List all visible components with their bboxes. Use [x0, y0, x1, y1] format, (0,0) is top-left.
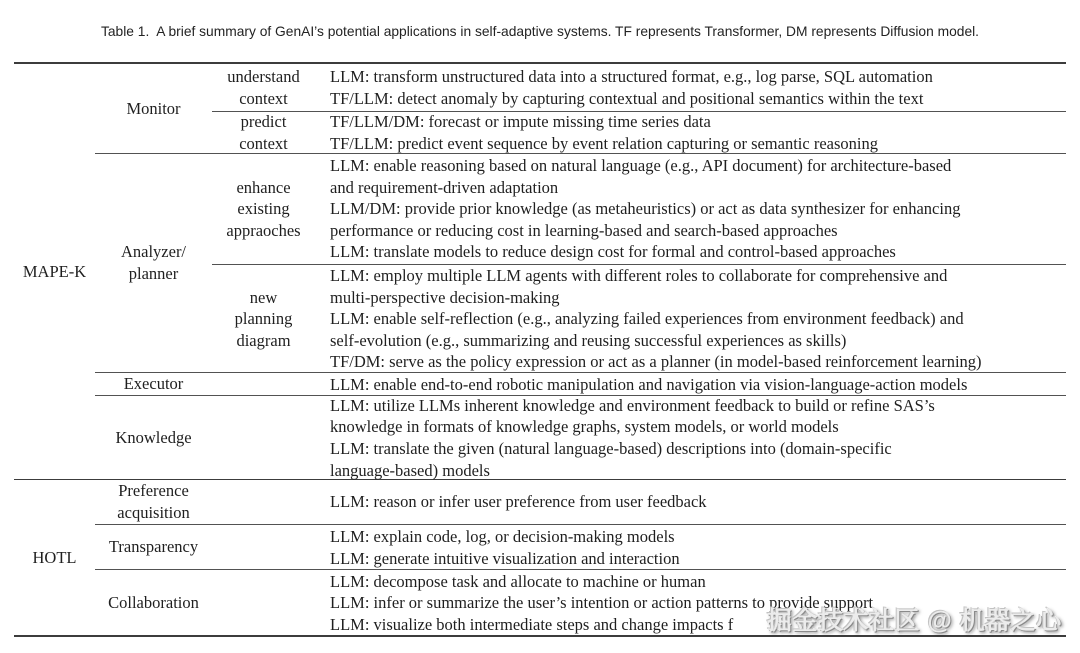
cell-content: [315, 373, 1066, 396]
table-caption: Table 1. A brief summary of GenAI’s potential applications in self-adaptive systems. TF represents Transformer, DM represents Diffusion model.: [100, 24, 980, 39]
row-label-line: Transparency: [108, 537, 199, 557]
row-monitor: [95, 64, 1066, 153]
content-line: TF/DM: serve as the policy expression or act as a planner (in model-based reinforcement learning): [330, 352, 982, 372]
row-analyzer-planner: [95, 153, 1066, 372]
cell-content: [315, 480, 1066, 524]
row-label-line: Executor: [123, 374, 184, 394]
content-line: performance or reducing cost in learning-based and search-based approaches: [330, 220, 838, 240]
group-cell-hotl: HOTL: [32, 547, 77, 567]
content-line: LLM: explain code, log, or decision-making models: [330, 526, 675, 546]
row-transparency: [95, 524, 1066, 569]
row-executor: [95, 372, 1066, 395]
row-label-line: Analyzer/: [120, 242, 187, 262]
summary-table: [14, 62, 1066, 637]
group-mape-k: [14, 64, 1066, 479]
subrow-predict-context: [212, 111, 1066, 153]
subrow-label-line: understand: [227, 66, 300, 86]
subrow-label-line: predict: [240, 111, 287, 131]
content-line: language-based) models: [330, 460, 490, 480]
content-line: TF/LLM/DM: forecast or impute missing time series data: [330, 111, 711, 131]
row-cell-analyzer-planner: [95, 154, 212, 372]
subrow-cell-understand-context: [212, 64, 315, 111]
cell-content: [315, 396, 1066, 480]
subrow-cell-empty: [212, 480, 315, 524]
content-line: LLM: visualize both intermediate steps and change impacts f: [330, 614, 734, 634]
subrow-label-line: context: [239, 88, 288, 108]
content-line: LLM: enable self-reflection (e.g., analyzing failed experiences from environment feedback) and: [330, 309, 964, 329]
subrow-executor: [212, 373, 1066, 396]
subrow-cell-predict-context: [212, 112, 315, 153]
content-line: LLM: infer or summarize the user’s intention or action patterns to provide support: [330, 593, 874, 613]
content-line: LLM: translate models to reduce design cost for formal and control-based approaches: [330, 242, 896, 262]
content-line: LLM: transform unstructured data into a structured format, e.g., log parse, SQL automation: [330, 66, 933, 86]
content-line: LLM: enable end-to-end robotic manipulation and navigation via vision-language-action models: [330, 374, 968, 394]
content-line: LLM: reason or infer user preference from user feedback: [330, 492, 707, 512]
content-line: LLM: utilize LLMs inherent knowledge and environment feedback to build or refine SAS’s: [330, 395, 935, 415]
subrow-cell-empty: [212, 373, 315, 396]
subrow-understand-context: [212, 64, 1066, 111]
row-label-line: acquisition: [117, 503, 190, 522]
group-cell-mape-k: MAPE-K: [22, 261, 87, 281]
content-line: LLM: decompose task and allocate to machine or human: [330, 571, 706, 591]
row-label-line: planner: [128, 264, 179, 283]
row-cell-knowledge: [95, 396, 212, 479]
subrow-cell-empty: [212, 570, 315, 636]
cell-content: [315, 265, 1066, 373]
subrow-new-planning: [212, 264, 1066, 373]
row-label-line: Preference: [118, 481, 189, 501]
content-line: TF/LLM: predict event sequence by event relation capturing or semantic reasoning: [330, 133, 878, 153]
cell-content: [315, 154, 1066, 264]
content-line: LLM: translate the given (natural language-based) descriptions into (domain-specific: [330, 439, 892, 458]
content-line: LLM: generate intuitive visualization and interaction: [330, 548, 680, 568]
subrow-knowledge: [212, 396, 1066, 480]
subrow-label-line: context: [239, 133, 288, 153]
row-knowledge: [95, 395, 1066, 479]
subrow-label-line: existing: [237, 199, 290, 219]
subrow-cell-enhance-existing: [212, 154, 315, 264]
content-line: self-evolution (e.g., summarizing and reusing successful experiences as skills): [330, 330, 847, 350]
cell-content: [315, 525, 1066, 570]
subrow-preference-acquisition: [212, 480, 1066, 524]
content-line: LLM: enable reasoning based on natural language (e.g., API document) for architecture-based: [330, 156, 952, 176]
content-line: LLM/DM: provide prior knowledge (as metaheuristics) or act as data synthesizer for enhancing: [330, 199, 961, 219]
row-cell-preference-acquisition: [95, 480, 212, 524]
content-line: TF/LLM: detect anomaly by capturing contextual and positional semantics within the text: [330, 88, 924, 108]
subrow-label-line: enhance: [236, 177, 291, 197]
subrow-label-line: appraoches: [226, 220, 301, 240]
subrow-cell-empty: [212, 396, 315, 480]
content-line: knowledge in formats of knowledge graphs, system models, or world models: [330, 417, 839, 437]
watermark: 掘金技术社区 @ 机器之心: [767, 607, 1062, 635]
cell-content: [315, 112, 1066, 153]
content-line: multi-perspective decision-making: [330, 287, 560, 307]
subrow-label-line: planning: [234, 309, 293, 329]
row-cell-executor: [95, 373, 212, 395]
content-line: and requirement-driven adaptation: [330, 177, 559, 197]
cell-content: [315, 64, 1066, 111]
row-preference-acquisition: [95, 480, 1066, 524]
subrow-cell-empty: [212, 525, 315, 570]
row-cell-collaboration: [95, 570, 212, 635]
row-cell-transparency: [95, 525, 212, 569]
subrow-label-line: diagram: [236, 330, 291, 350]
subrow-cell-new-planning: [212, 265, 315, 373]
row-label-line: Monitor: [126, 98, 181, 118]
subrow-label-line: new: [249, 287, 278, 307]
row-cell-monitor: [95, 64, 212, 153]
content-line: LLM: employ multiple LLM agents with different roles to collaborate for comprehensive and: [330, 266, 948, 286]
row-label-line: Collaboration: [108, 592, 199, 612]
row-label-line: Knowledge: [115, 427, 192, 447]
subrow-transparency: [212, 525, 1066, 570]
subrow-enhance-existing: [212, 154, 1066, 264]
